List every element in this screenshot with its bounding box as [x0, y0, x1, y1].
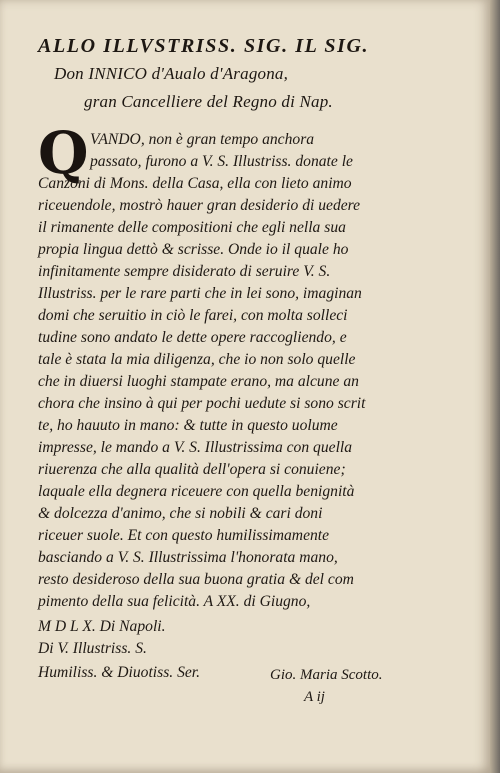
- text-line: propia lingua dettò & scrisse. Onde io il quale ho: [38, 241, 349, 258]
- text-line: infinitamente sempre disiderato di seruire V. S.: [38, 263, 331, 280]
- dedication-heading: [38, 32, 478, 116]
- dedication-line-3: gran Cancelliere del Regno di Nap.: [84, 92, 333, 111]
- text-line: impresse, le mando a V. S. Illustrissima con quella: [38, 439, 353, 456]
- text-line: laquale ella degnera riceuere con quella benignità: [38, 483, 355, 500]
- signature: Gio. Maria Scotto.: [270, 667, 383, 683]
- text-line: domi che seruitio in ciò le farei, con molta solleci: [38, 307, 348, 324]
- humble-servant-line: Humiliss. & Diuotiss. Ser.: [38, 664, 201, 681]
- text-line: VANDO, non è gran tempo anchora: [90, 131, 315, 148]
- drop-cap-initial: Q: [38, 119, 89, 187]
- text-line: basciando a V. S. Illustrissima l'honorata mano,: [38, 549, 338, 566]
- text-line: chora che insino à qui per pochi uedute si sono scrit: [38, 395, 366, 412]
- signature-mark: A ij: [304, 689, 325, 705]
- text-line: riuerenza che alla qualità dell'opera si conuiene;: [38, 461, 346, 478]
- text-line: Illustriss. per le rare parti che in lei sono, imaginan: [38, 285, 362, 302]
- text-line: tudine sono andato le dette opere raccogliendo, e: [38, 329, 347, 346]
- text-line: che in diuersi luoghi stampate erano, ma alcune an: [38, 373, 359, 390]
- text-line: te, ho hauuto in mano: & tutte in questo uolume: [38, 417, 338, 434]
- text-line: & dolcezza d'animo, che si nobili & cari doni: [38, 505, 323, 522]
- text-line: tale è stata la mia diligenza, che io non solo quelle: [38, 351, 356, 368]
- text-line: il rimanente delle compositioni che egli nella sua: [38, 219, 346, 236]
- text-line: passato, furono a V. S. Illustriss. donate le: [90, 153, 353, 170]
- dedication-line-2: Don INNICO d'Aualo d'Aragona,: [54, 64, 289, 83]
- text-line: resto desideroso della sua buona gratia & del com: [38, 571, 354, 588]
- date-line: M D L X. Di Napoli.: [38, 618, 166, 635]
- text-line: riceuendole, mostrò hauer gran desiderio di uedere: [38, 197, 361, 214]
- text-line: pimento della sua felicità. A XX. di Giugno,: [38, 593, 311, 610]
- page-gutter-shadow: [490, 0, 500, 773]
- dedication-line-1: ALLO ILLVSTRISS. SIG. IL SIG.: [38, 35, 370, 57]
- text-line: Canzoni di Mons. della Casa, ella con lieto animo: [38, 175, 352, 192]
- addressee-line: Di V. Illustriss. S.: [38, 640, 147, 657]
- text-line: riceuer suole. Et con questo humilissimamente: [38, 527, 330, 544]
